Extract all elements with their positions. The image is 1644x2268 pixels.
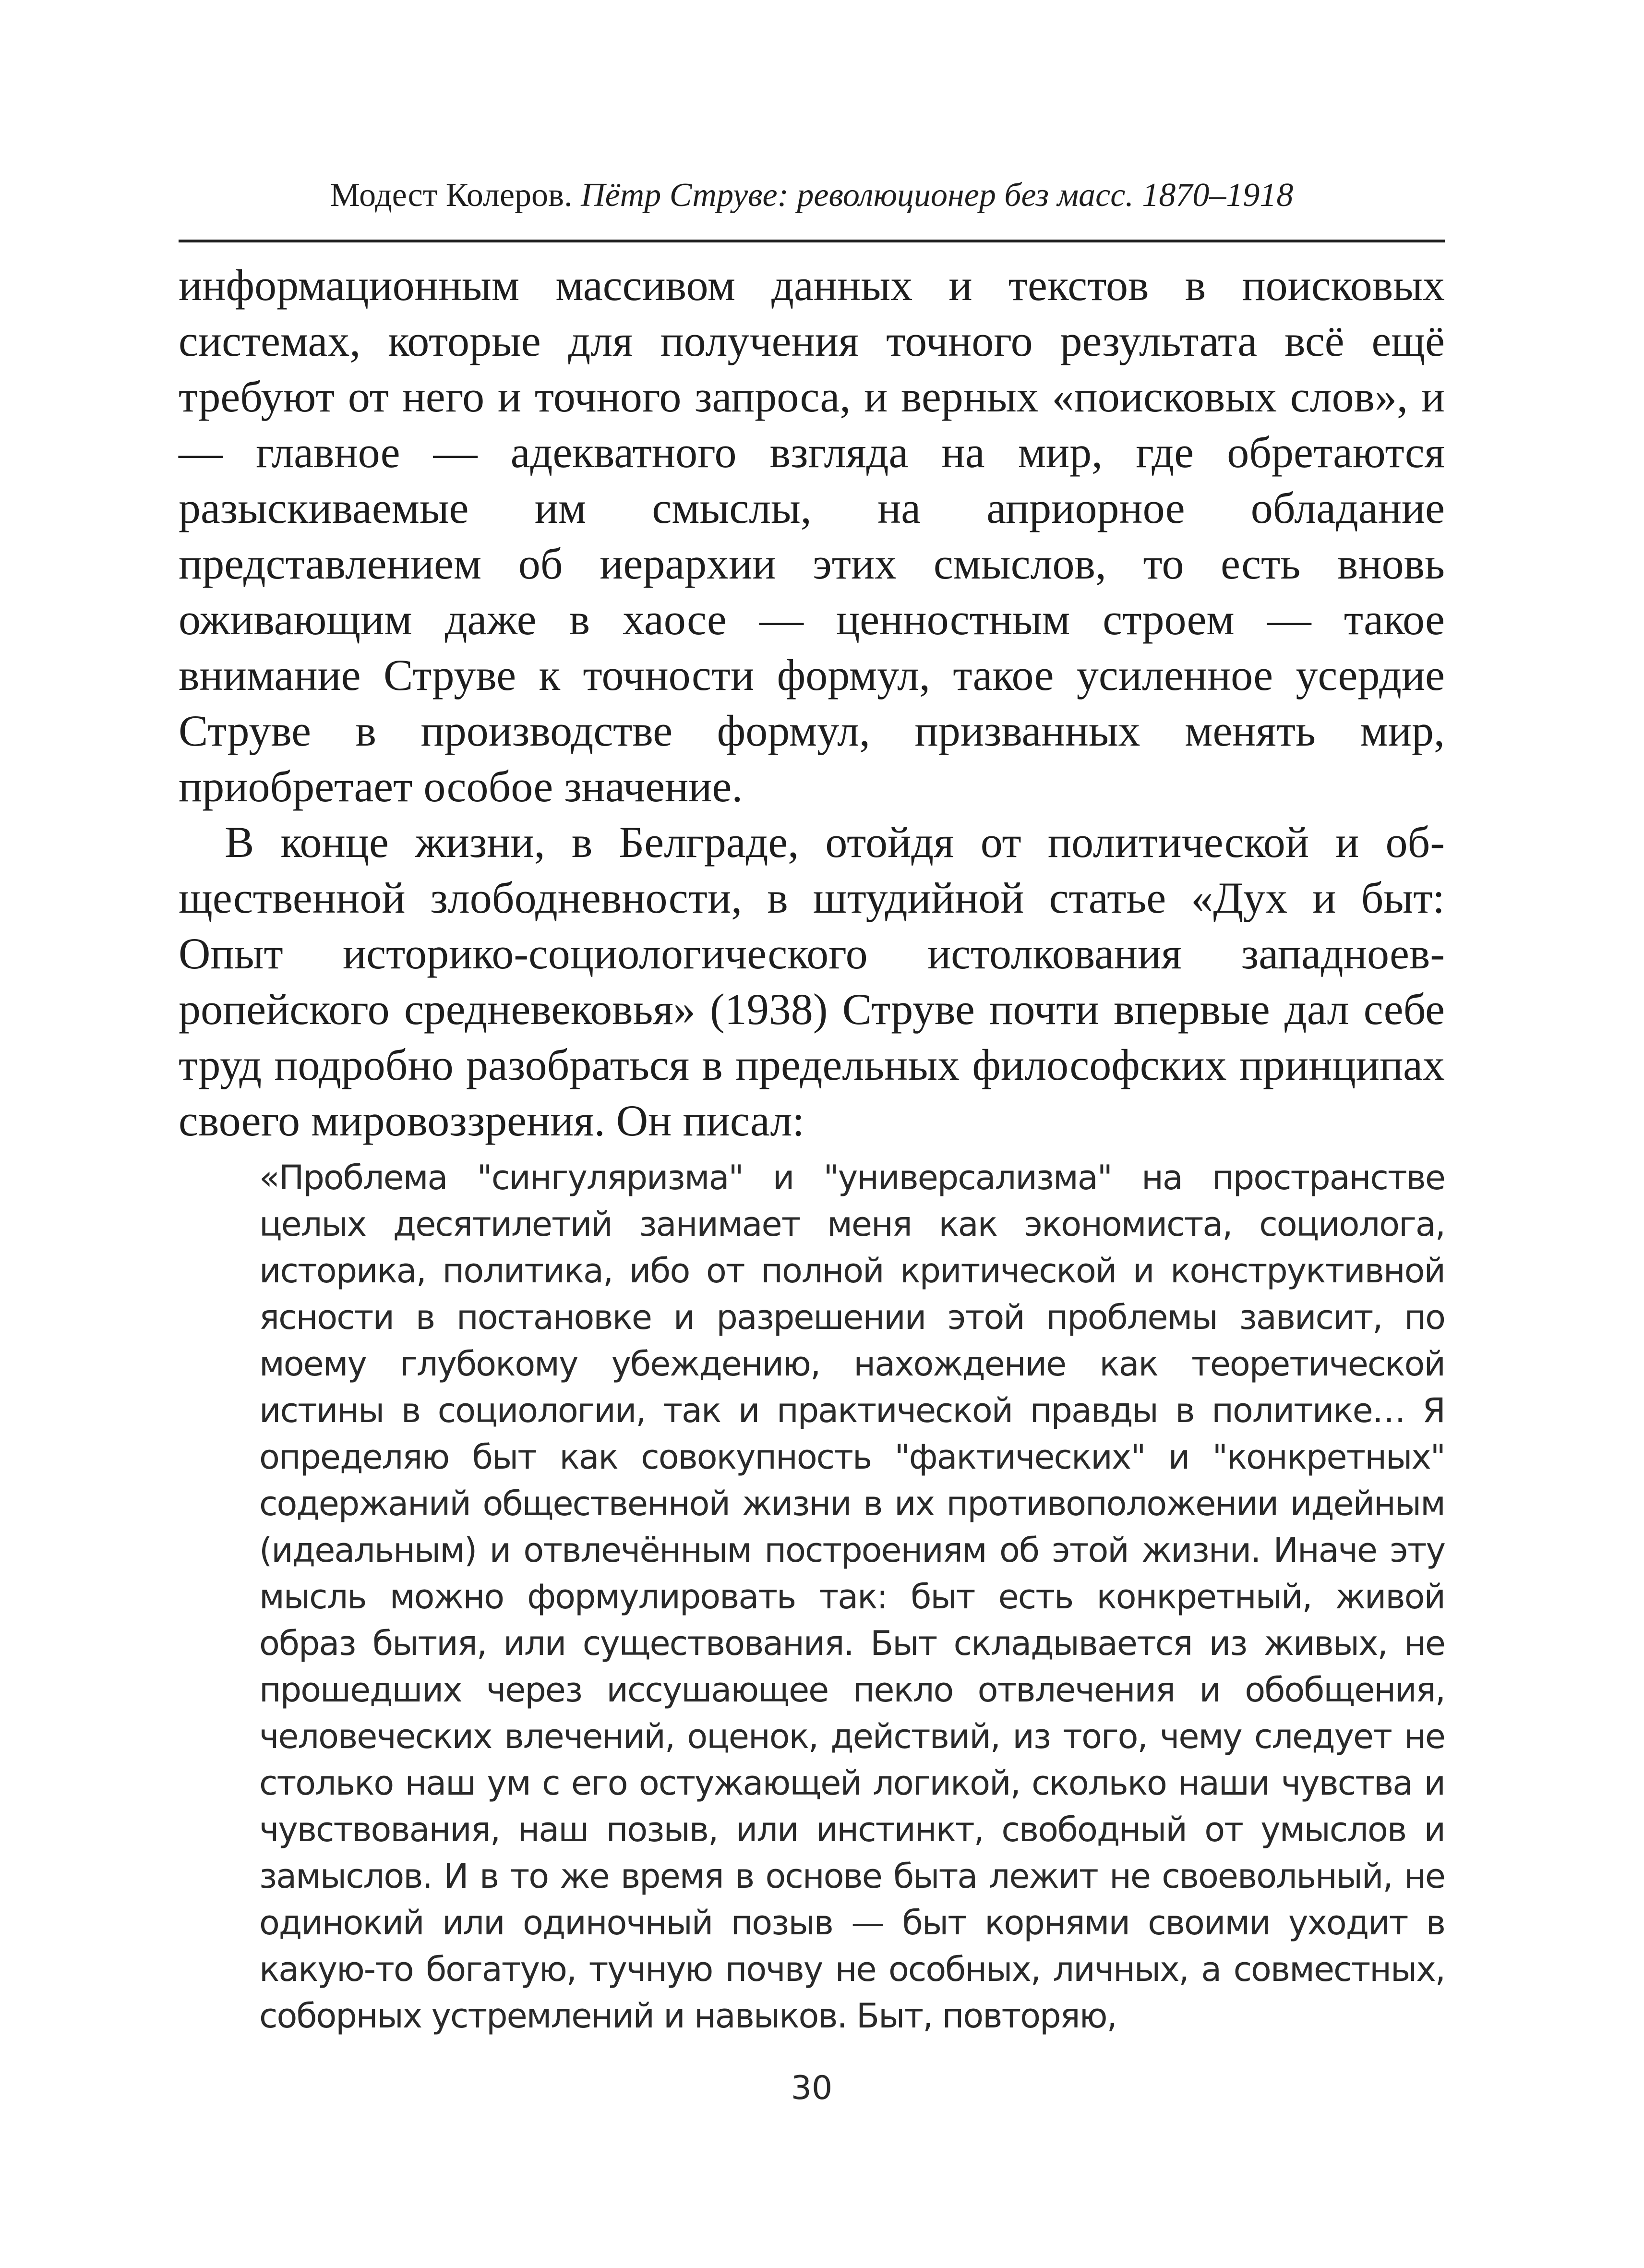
block-quote [259, 1155, 1445, 2039]
page-number: 30 [791, 2069, 833, 2107]
body-paragraph-2: В конце жизни, в Белграде, отойдя от политической и общественной злободневности, в штудийной статье «Дух и быт: Опыт историко-социологического истолкования западноевропейского средневековья» (1938) Струве почти впервые дал себе труд подробно разобраться в предельных философских принципах своего мировоззрения. Он писал: [179, 818, 1445, 1145]
header-divider [179, 240, 1445, 242]
header-book-title: Пётр Струве: революционер без масс. 1870–1918 [581, 177, 1294, 214]
running-head [179, 171, 1445, 219]
header-author: Модест Колеров. [330, 177, 573, 214]
main-text [179, 257, 1445, 1148]
body-paragraph-1: информационным массивом данных и текстов в поисковых системах, которые для получения точного результата всё ещё требуют от него и точного запроса, и верных «поисковых слов», и — главное — адекватного взгляда на мир, где обретаются разыскиваемые им смыслы, на априорное обладание представлением об иерархии этих смыслов, то есть вновь оживающим даже в хаосе — ценностным строем — такое внимание Струве к точности формул, такое усиленное усердие Струве в производстве формул, призванных менять мир, приобретает особое значение. [179, 261, 1445, 811]
block-quote-text: «Проблема "сингуляризма" и "универсализма" на пространстве целых десятилетий занимает меня как экономиста, социолога, историка, политика, ибо от полной критической и конструктивной ясности в постановке и разрешении этой проблемы зависит, по моему глубокому убеждению, нахождение как теоретической истины в социологии, так и практической правды в политике… Я определяю быт как совокупность "фактических" и "конкретных" содержаний общественной жизни в их противоположении идейным (идеальным) и отвлечённым построениям об этой жизни. Иначе эту мысль можно формулировать так: быт есть конкретный, живой образ бытия, или существования. Быт складывается из живых, не прошедших через иссушающее пекло отвлечения и обобщения, человеческих влечений, оценок, действий, из того, чему следует не столько наш ум с его остужающей логикой, сколько наши чувства и чувствования, наш позыв, или инстинкт, свободный от умыслов и замыслов. И в то же время в основе быта лежит не своевольный, не одинокий или одиночный позыв — быт корнями своими уходит в какую-то богатую, тучную почву не особных, личных, а совместных, соборных устремлений и навыков. Быт, повторяю, [259, 1158, 1445, 2036]
